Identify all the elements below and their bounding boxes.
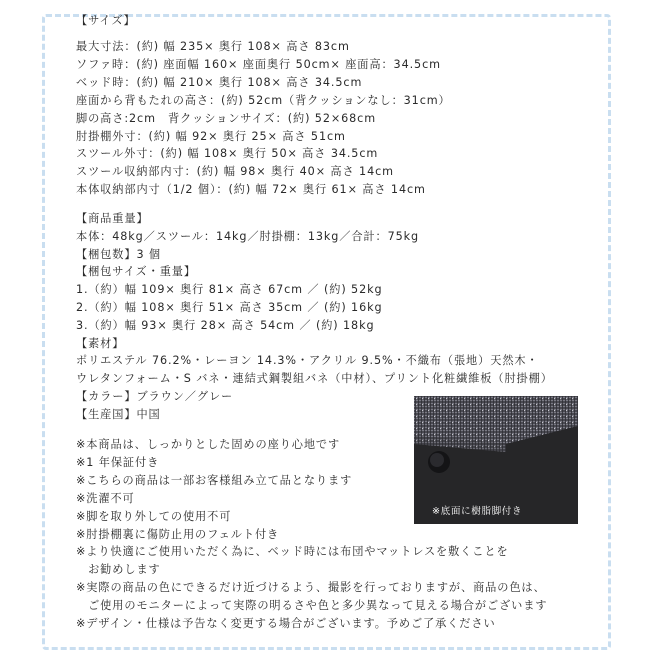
- package-line: 3.（約）幅 93× 奥行 28× 高さ 54cm ／ (約) 18kg: [76, 319, 375, 332]
- size-line: ベッド時：(約) 幅 210× 奥行 108× 高さ 34.5cm: [76, 76, 363, 89]
- origin-line: 【生産国】中国: [76, 408, 161, 421]
- size-line: 肘掛棚外寸：(約) 幅 92× 奥行 25× 高さ 51cm: [76, 130, 346, 143]
- size-heading: 【サイズ】: [76, 14, 136, 27]
- package-line: 1.（約）幅 109× 奥行 81× 高さ 67cm ／ (約) 52kg: [76, 283, 383, 296]
- size-line: スツール外寸：(約) 幅 108× 奥行 50× 高さ 34.5cm: [76, 147, 379, 160]
- note-line: ※本商品は、しっかりとした固めの座り心地です: [76, 438, 341, 451]
- photo-caption: ※底面に樹脂脚付き: [432, 506, 523, 517]
- size-line: 座面から背もたれの高さ：(約) 52cm（背クッションなし：31cm）: [76, 94, 451, 107]
- note-line: ※肘掛棚裏に傷防止用のフェルト付き: [76, 528, 280, 541]
- weight-heading: 【商品重量】: [76, 212, 149, 225]
- note-line: ※洗濯不可: [76, 492, 135, 505]
- material-line: ウレタンフォーム・S バネ・連結式鋼製組バネ（中材）、プリント化粧繊維板（肘掛棚）: [76, 372, 553, 385]
- note-line: ※デザイン・仕様は予告なく変更する場合がございます。予めご了承ください: [76, 617, 496, 630]
- note-line: ※より快適にご使用いただく為に、ベッド時には布団やマットレスを敷くことを: [76, 545, 509, 558]
- note-line: ご使用のモニターによって実際の明るさや色と多少異なって見える場合がございます: [76, 599, 548, 612]
- weight-line: 本体：48kg／スツール：14kg／肘掛棚：13kg／合計：75kg: [76, 230, 420, 243]
- note-line: ※1 年保証付き: [76, 456, 160, 469]
- color-line: 【カラー】ブラウン／グレー: [76, 390, 234, 403]
- package-line: 2.（約）幅 108× 奥行 51× 高さ 35cm ／ (約) 16kg: [76, 301, 383, 314]
- size-line: スツール収納部内寸：(約) 幅 98× 奥行 40× 高さ 14cm: [76, 165, 394, 178]
- package-count: 【梱包数】3 個: [76, 248, 161, 261]
- note-line: ※脚を取り外しての使用不可: [76, 510, 232, 523]
- material-heading: 【素材】: [76, 337, 125, 350]
- size-line: 脚の高さ:2cm 背クッションサイズ：(約) 52×68cm: [76, 112, 376, 125]
- size-line: 本体収納部内寸（1/2 個）：(約) 幅 72× 奥行 61× 高さ 14cm: [76, 183, 426, 196]
- note-line: お勧めします: [76, 563, 161, 576]
- size-line: ソファ時：(約) 座面幅 160× 座面奥行 50cm× 座面高：34.5cm: [76, 58, 441, 71]
- package-heading: 【梱包サイズ・重量】: [76, 265, 196, 278]
- note-line: ※こちらの商品は一部お客様組み立て品となります: [76, 474, 353, 487]
- material-line: ポリエステル 76.2%・レーヨン 14.3%・アクリル 9.5%・不織布（張地）天然木・: [76, 354, 539, 367]
- note-line: ※実際の商品の色にできるだけ近づけるよう、撮影を行っておりますが、商品の色は、: [76, 581, 546, 594]
- size-line: 最大寸法：(約) 幅 235× 奥行 108× 高さ 83cm: [76, 40, 350, 53]
